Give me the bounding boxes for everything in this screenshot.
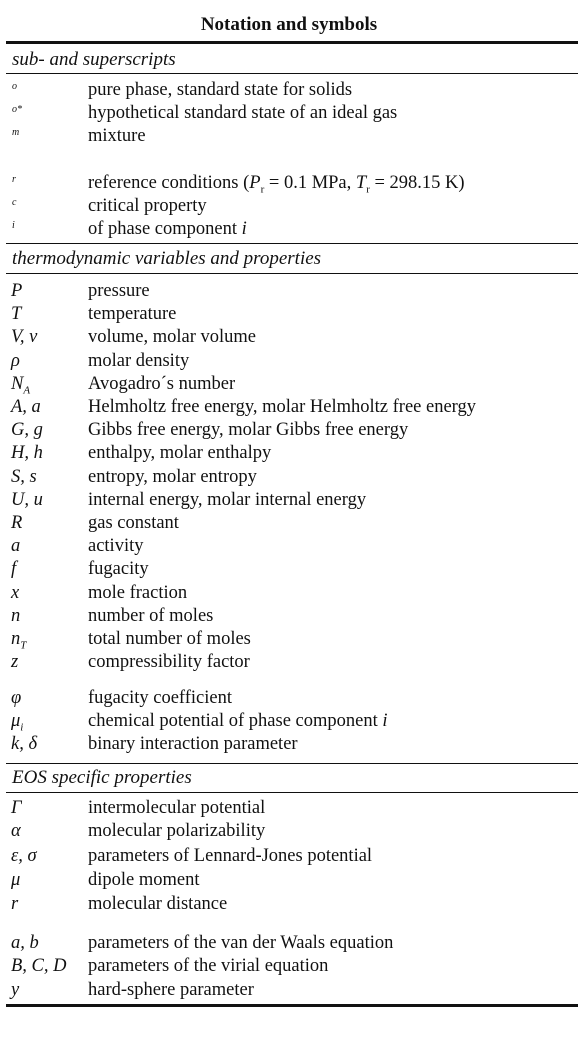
description-cell: molecular polarizability bbox=[88, 821, 266, 841]
symbol-cell: P bbox=[11, 281, 23, 301]
symbol-cell: φ bbox=[11, 688, 22, 708]
table-row bbox=[0, 651, 578, 674]
symbol-cell: R bbox=[11, 513, 23, 533]
table-row bbox=[0, 733, 578, 756]
symbol-cell: $\mu_i$ bbox=[11, 711, 24, 734]
table-row bbox=[0, 710, 578, 733]
symbol-cell: ρ bbox=[11, 350, 20, 371]
description-cell: gas constant bbox=[88, 513, 179, 533]
description-cell: pressure bbox=[88, 281, 150, 301]
symbol-cell: $n_T$ bbox=[11, 629, 27, 652]
section-rule bbox=[6, 73, 578, 74]
symbol-cell: n bbox=[11, 605, 21, 626]
section-heading-thermodynamic: thermodynamic variables and properties bbox=[12, 248, 322, 269]
symbol-cell: G, g bbox=[11, 420, 43, 441]
table-row bbox=[0, 373, 578, 396]
table-row bbox=[0, 820, 578, 843]
section-rule bbox=[6, 792, 578, 793]
symbol-cell: T bbox=[11, 304, 22, 325]
table-row bbox=[0, 442, 578, 465]
page-title: Notation and symbols bbox=[200, 14, 378, 35]
description-cell: of phase component i bbox=[88, 219, 247, 239]
symbol-cell: k, δ bbox=[11, 734, 38, 754]
symbol-cell: i bbox=[12, 220, 15, 231]
table-row bbox=[0, 582, 578, 605]
symbol-cell: r bbox=[11, 894, 19, 914]
description-cell: chemical potential of phase component i bbox=[88, 711, 388, 731]
description-cell: intermolecular potential bbox=[88, 798, 266, 818]
description-cell: compressibility factor bbox=[88, 652, 250, 673]
symbol-cell: H, h bbox=[11, 443, 43, 464]
top-rule bbox=[6, 41, 578, 44]
description-cell: enthalpy, molar enthalpy bbox=[88, 443, 272, 464]
table-row bbox=[0, 195, 578, 218]
description-cell: parameters of the virial equation bbox=[88, 956, 329, 976]
symbol-cell: a, b bbox=[11, 933, 39, 953]
section-rule bbox=[6, 273, 578, 274]
description-cell: dipole moment bbox=[88, 870, 200, 890]
symbol-cell: f bbox=[11, 559, 17, 580]
symbol-cell: m bbox=[12, 127, 20, 138]
description-cell: parameters of the van der Waals equation bbox=[88, 933, 394, 953]
table-row bbox=[0, 893, 578, 916]
symbol-cell: r bbox=[12, 174, 16, 185]
symbol-cell: A, a bbox=[11, 397, 41, 417]
section-heading-subscripts: sub- and superscripts bbox=[12, 49, 176, 70]
table-row bbox=[0, 535, 578, 558]
table-row bbox=[0, 172, 578, 195]
symbol-cell: ε, σ bbox=[11, 846, 37, 866]
symbol-cell: B, C, D bbox=[11, 956, 67, 976]
description-cell: hard-sphere parameter bbox=[88, 980, 254, 1000]
description-cell: reference conditions ($P_r = 0.1$ MPa, $T_r = 298.15$ K) bbox=[88, 173, 465, 196]
table-row bbox=[0, 845, 578, 868]
table-row bbox=[0, 419, 578, 442]
description-cell: Gibbs free energy, molar Gibbs free energy bbox=[88, 420, 409, 441]
description-cell: volume, molar volume bbox=[88, 327, 257, 348]
table-row bbox=[0, 955, 578, 978]
symbol-cell: o* bbox=[12, 104, 22, 115]
description-cell: activity bbox=[88, 536, 144, 557]
section-rule bbox=[6, 243, 578, 244]
table-row bbox=[0, 979, 578, 1002]
symbol-cell: a bbox=[11, 536, 21, 557]
description-cell: pure phase, standard state for solids bbox=[88, 80, 353, 100]
description-cell: temperature bbox=[88, 304, 177, 325]
symbol-cell: α bbox=[11, 821, 21, 841]
description-cell: critical property bbox=[88, 196, 207, 216]
table-row bbox=[0, 558, 578, 581]
table-row bbox=[0, 797, 578, 820]
description-cell: Avogadro´s number bbox=[88, 373, 236, 394]
table-row bbox=[0, 218, 578, 241]
table-row bbox=[0, 102, 578, 125]
description-cell: parameters of Lennard-Jones potential bbox=[88, 846, 373, 866]
symbol-cell: μ bbox=[11, 870, 21, 890]
table-row bbox=[0, 628, 578, 651]
table-row bbox=[0, 489, 578, 512]
section-heading-eos: EOS specific properties bbox=[12, 767, 192, 788]
table-row bbox=[0, 869, 578, 892]
description-cell: total number of moles bbox=[88, 629, 251, 649]
description-cell: Helmholtz free energy, molar Helmholtz free energy bbox=[88, 397, 476, 417]
table-row bbox=[0, 605, 578, 628]
table-row bbox=[0, 512, 578, 535]
table-row bbox=[0, 350, 578, 373]
description-cell: binary interaction parameter bbox=[88, 734, 298, 754]
description-cell: entropy, molar entropy bbox=[88, 466, 257, 487]
description-cell: molecular distance bbox=[88, 894, 228, 914]
symbol-cell: U, u bbox=[11, 489, 43, 510]
description-cell: mixture bbox=[88, 126, 146, 146]
table-row bbox=[0, 125, 578, 148]
section-rule bbox=[6, 763, 578, 764]
table-row bbox=[0, 303, 578, 326]
description-cell: number of moles bbox=[88, 605, 214, 626]
symbol-cell: S, s bbox=[11, 466, 37, 487]
symbol-cell: o bbox=[12, 81, 17, 92]
description-cell: internal energy, molar internal energy bbox=[88, 489, 367, 510]
description-cell: fugacity bbox=[88, 559, 149, 580]
table-row bbox=[0, 687, 578, 710]
bottom-rule bbox=[6, 1004, 578, 1007]
description-cell: fugacity coefficient bbox=[88, 688, 232, 708]
table-row bbox=[0, 280, 578, 303]
description-cell: hypothetical standard state of an ideal gas bbox=[88, 103, 398, 123]
description-cell: molar density bbox=[88, 350, 190, 371]
table-row bbox=[0, 79, 578, 102]
symbol-cell: V, v bbox=[11, 327, 38, 348]
table-row bbox=[0, 466, 578, 489]
description-cell: mole fraction bbox=[88, 582, 188, 603]
symbol-cell: Γ bbox=[11, 798, 22, 818]
table-row bbox=[0, 396, 578, 419]
symbol-cell: x bbox=[11, 582, 20, 603]
table-row bbox=[0, 932, 578, 955]
symbol-cell: c bbox=[12, 197, 17, 208]
symbol-cell: $N_A$ bbox=[11, 373, 31, 397]
symbol-cell: z bbox=[11, 652, 19, 673]
symbol-cell: y bbox=[11, 980, 20, 1000]
table-row bbox=[0, 326, 578, 349]
